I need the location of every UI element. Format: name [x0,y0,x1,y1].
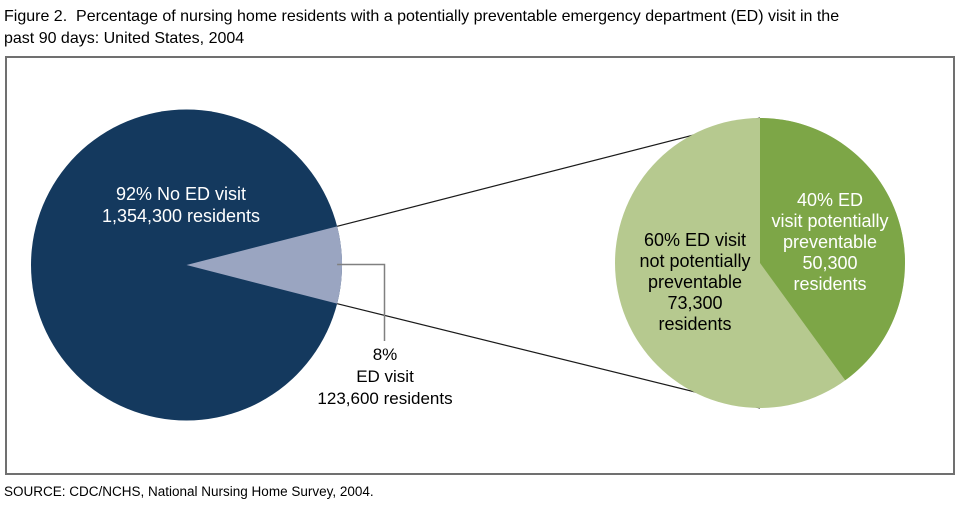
figure-title-line-1: Figure 2. Percentage of nursing home residents with a potentially preventable emergency department (ED) visit in the [4,8,840,25]
not-preventable-label-line: 73,300 [667,293,723,313]
exploded-slice-label [317,344,452,410]
leader-line [337,265,384,342]
not-preventable-label-line: preventable [647,272,743,292]
preventable-label-line: residents [793,274,867,294]
source-note: SOURCE: CDC/NCHS, National Nursing Home Survey, 2004. [4,484,374,499]
preventable-slice-label [771,190,888,295]
exploded-slice-label-line: 8% [372,345,398,364]
preventable-label-line: 50,300 [802,253,858,273]
exploded-slice-label-line: ED visit [356,367,414,386]
preventable-label-line: 40% ED [796,190,864,210]
figure-title-line-2: past 90 days: United States, 2004 [4,30,245,47]
not-preventable-label-line: 60% ED visit [643,230,747,250]
main-slice-label [102,183,260,227]
preventable-label-line: preventable [782,232,878,252]
main-slice-label-line: 1,354,300 residents [101,206,261,226]
not-preventable-slice-label [639,230,750,335]
preventable-label-line: visit potentially [771,211,889,231]
main-slice-label-line: 92% No ED visit [115,184,247,204]
not-preventable-label-line: residents [658,314,732,334]
not-preventable-label-line: not potentially [639,251,751,271]
exploded-slice-label-line: 123,600 residents [317,389,453,408]
